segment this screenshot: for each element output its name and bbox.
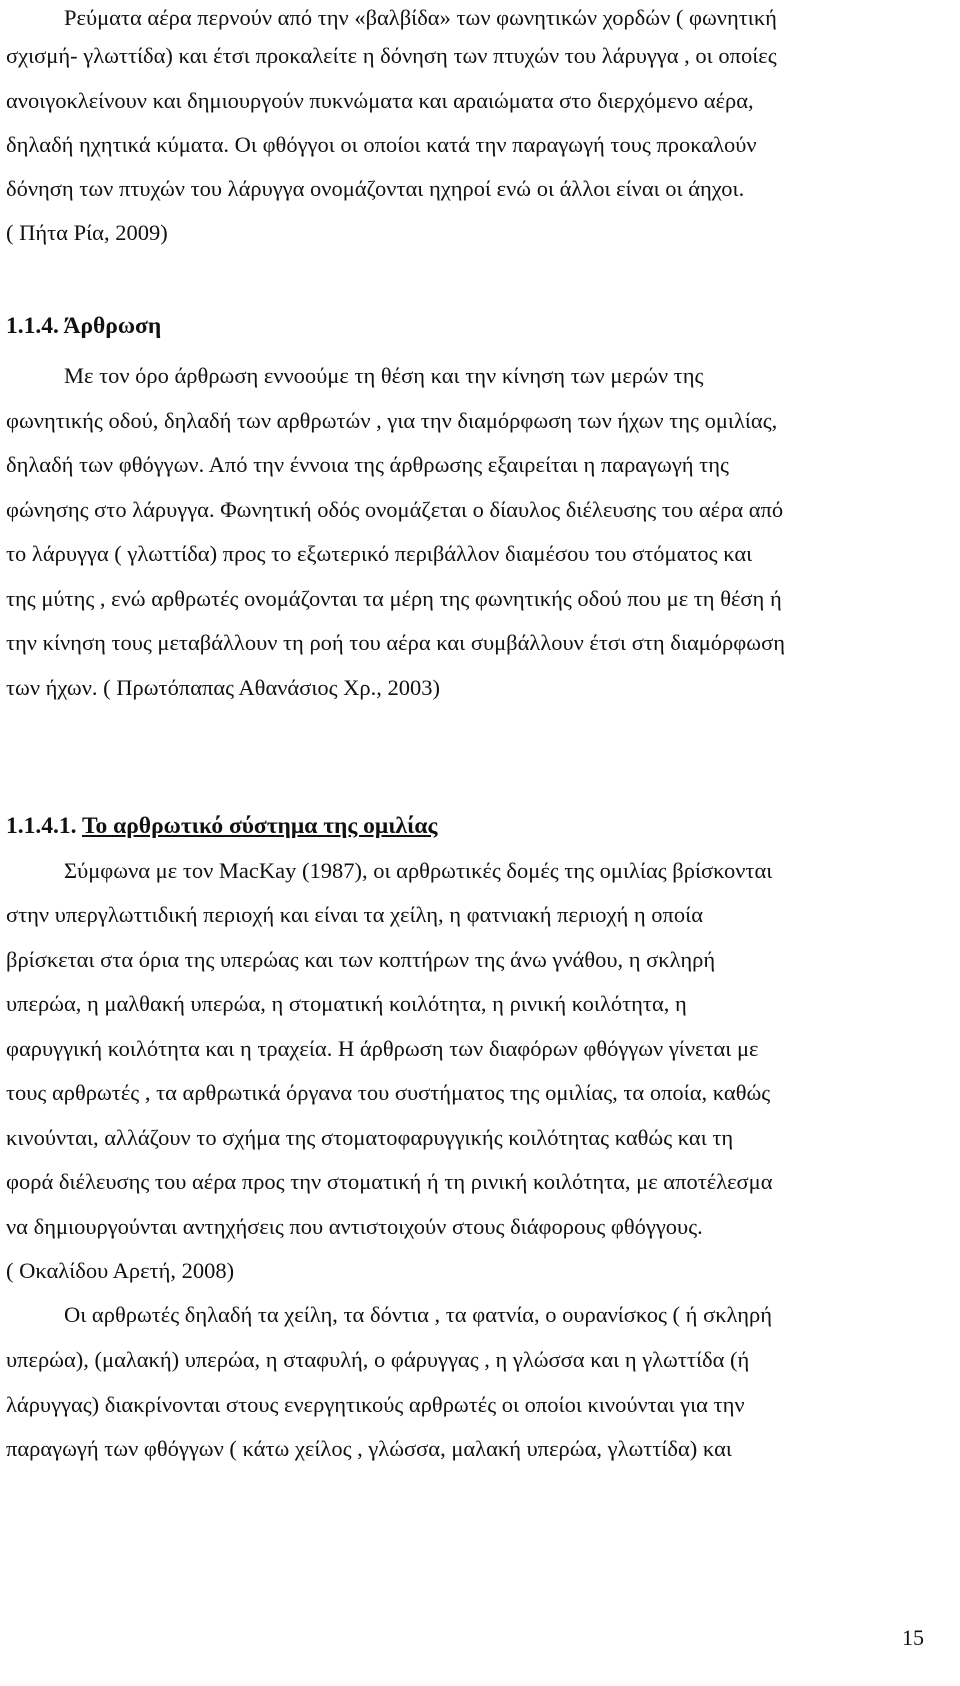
paragraph-line: λάρυγγας) διακρίνονται στους ενεργητικούς αρθρωτές οι οποίοι κινούνται για την: [6, 1392, 745, 1417]
paragraph-line: δόνηση των πτυχών του λάρυγγα ονομάζονται ηχηροί ενώ οι άλλοι είναι οι άηχοι.: [6, 176, 745, 201]
subsection-number: 1.1.4.1.: [6, 813, 77, 839]
paragraph-line: ανοιγοκλείνουν και δημιουργούν πυκνώματα και αραιώματα στο διερχόμενο αέρα,: [6, 88, 754, 113]
subsection-title: Το αρθρωτικό σύστημα της ομιλίας: [81, 813, 438, 839]
paragraph-line: δηλαδή των φθόγγων. Από την έννοια της άρθρωσης εξαιρείται η παραγωγή της: [6, 452, 729, 477]
paragraph-line: την κίνηση τους μεταβάλλουν τη ροή του αέρα και συμβάλλουν έτσι στη διαμόρφωση: [6, 630, 785, 655]
paragraph-line: φωνητικής οδού, δηλαδή των αρθρωτών , για την διαμόρφωση των ήχων της ομιλίας,: [6, 408, 778, 433]
paragraph-line: φαρυγγική κοιλότητα και η τραχεία. Η άρθρωση των διαφόρων φθόγγων γίνεται με: [6, 1036, 759, 1061]
paragraph-line: τους αρθρωτές , τα αρθρωτικά όργανα του συστήματος της ομιλίας, τα οποία, καθώς: [6, 1080, 771, 1105]
paragraph-line: σχισμή- γλωττίδα) και έτσι προκαλείτε η δόνηση των πτυχών του λάρυγγα , οι οποίες: [6, 43, 777, 68]
section-heading: [6, 313, 161, 339]
citation-line: ( Πήτα Ρία, 2009): [6, 220, 168, 245]
paragraph-line: φορά διέλευσης του αέρα προς την στοματική ή τη ρινική κοιλότητα, με αποτέλεσμα: [6, 1169, 773, 1194]
paragraph-line: Με τον όρο άρθρωση εννοούμε τη θέση και την κίνηση των μερών της: [64, 363, 704, 388]
citation-line: ( Οκαλίδου Αρετή, 2008): [6, 1258, 235, 1283]
paragraph-line: φώνησης στο λάρυγγα. Φωνητική οδός ονομάζεται ο δίαυλος διέλευσης του αέρα από: [6, 497, 784, 522]
paragraph-line: δηλαδή ηχητικά κύματα. Οι φθόγγοι οι οποίοι κατά την παραγωγή τους προκαλούν: [6, 132, 757, 157]
subsection-heading: [6, 813, 437, 839]
section-number: 1.1.4.: [6, 313, 59, 339]
paragraph-line: Ρεύματα αέρα περνούν από την «βαλβίδα» των φωνητικών χορδών ( φωνητική: [64, 5, 777, 30]
section-title: Άρθρωση: [63, 313, 162, 339]
paragraph-line: υπερώα, η μαλθακή υπερώα, η στοματική κοιλότητα, η ρινική κοιλότητα, η: [6, 991, 687, 1016]
paragraph-line: παραγωγή των φθόγγων ( κάτω χείλος , γλώσσα, μαλακή υπερώα, γλωττίδα) και: [6, 1436, 732, 1461]
paragraph-line: Οι αρθρωτές δηλαδή τα χείλη, τα δόντια , τα φατνία, ο ουρανίσκος ( ή σκληρή: [64, 1302, 773, 1327]
paragraph-line: κινούνται, αλλάζουν το σχήμα της στοματοφαρυγγικής κοιλότητας καθώς και τη: [6, 1125, 734, 1150]
paragraph-line: να δημιουργούνται αντηχήσεις που αντιστοιχούν στους διάφορους φθόγγους.: [6, 1214, 703, 1239]
paragraph-line: στην υπεργλωττιδική περιοχή και είναι τα χείλη, η φατνιακή περιοχή η οποία: [6, 902, 703, 927]
paragraph-line: βρίσκεται στα όρια της υπερώας και των κοπτήρων της άνω γνάθου, η σκληρή: [6, 947, 716, 972]
page-number: 15: [902, 1625, 924, 1650]
paragraph-line: της μύτης , ενώ αρθρωτές ονομάζονται τα μέρη της φωνητικής οδού που με τη θέση ή: [6, 586, 782, 611]
paragraph-line: των ήχων. ( Πρωτόπαπας Αθανάσιος Χρ., 2003): [6, 675, 441, 700]
paragraph-line: Σύμφωνα με τον MacKay (1987), οι αρθρωτικές δομές της ομιλίας βρίσκονται: [64, 858, 773, 883]
paragraph-line: υπερώα), (μαλακή) υπερώα, η σταφυλή, ο φάρυγγας , η γλώσσα και η γλωττίδα (ή: [6, 1347, 750, 1372]
paragraph-line: το λάρυγγα ( γλωττίδα) προς το εξωτερικό περιβάλλον διαμέσου του στόματος και: [6, 541, 753, 566]
